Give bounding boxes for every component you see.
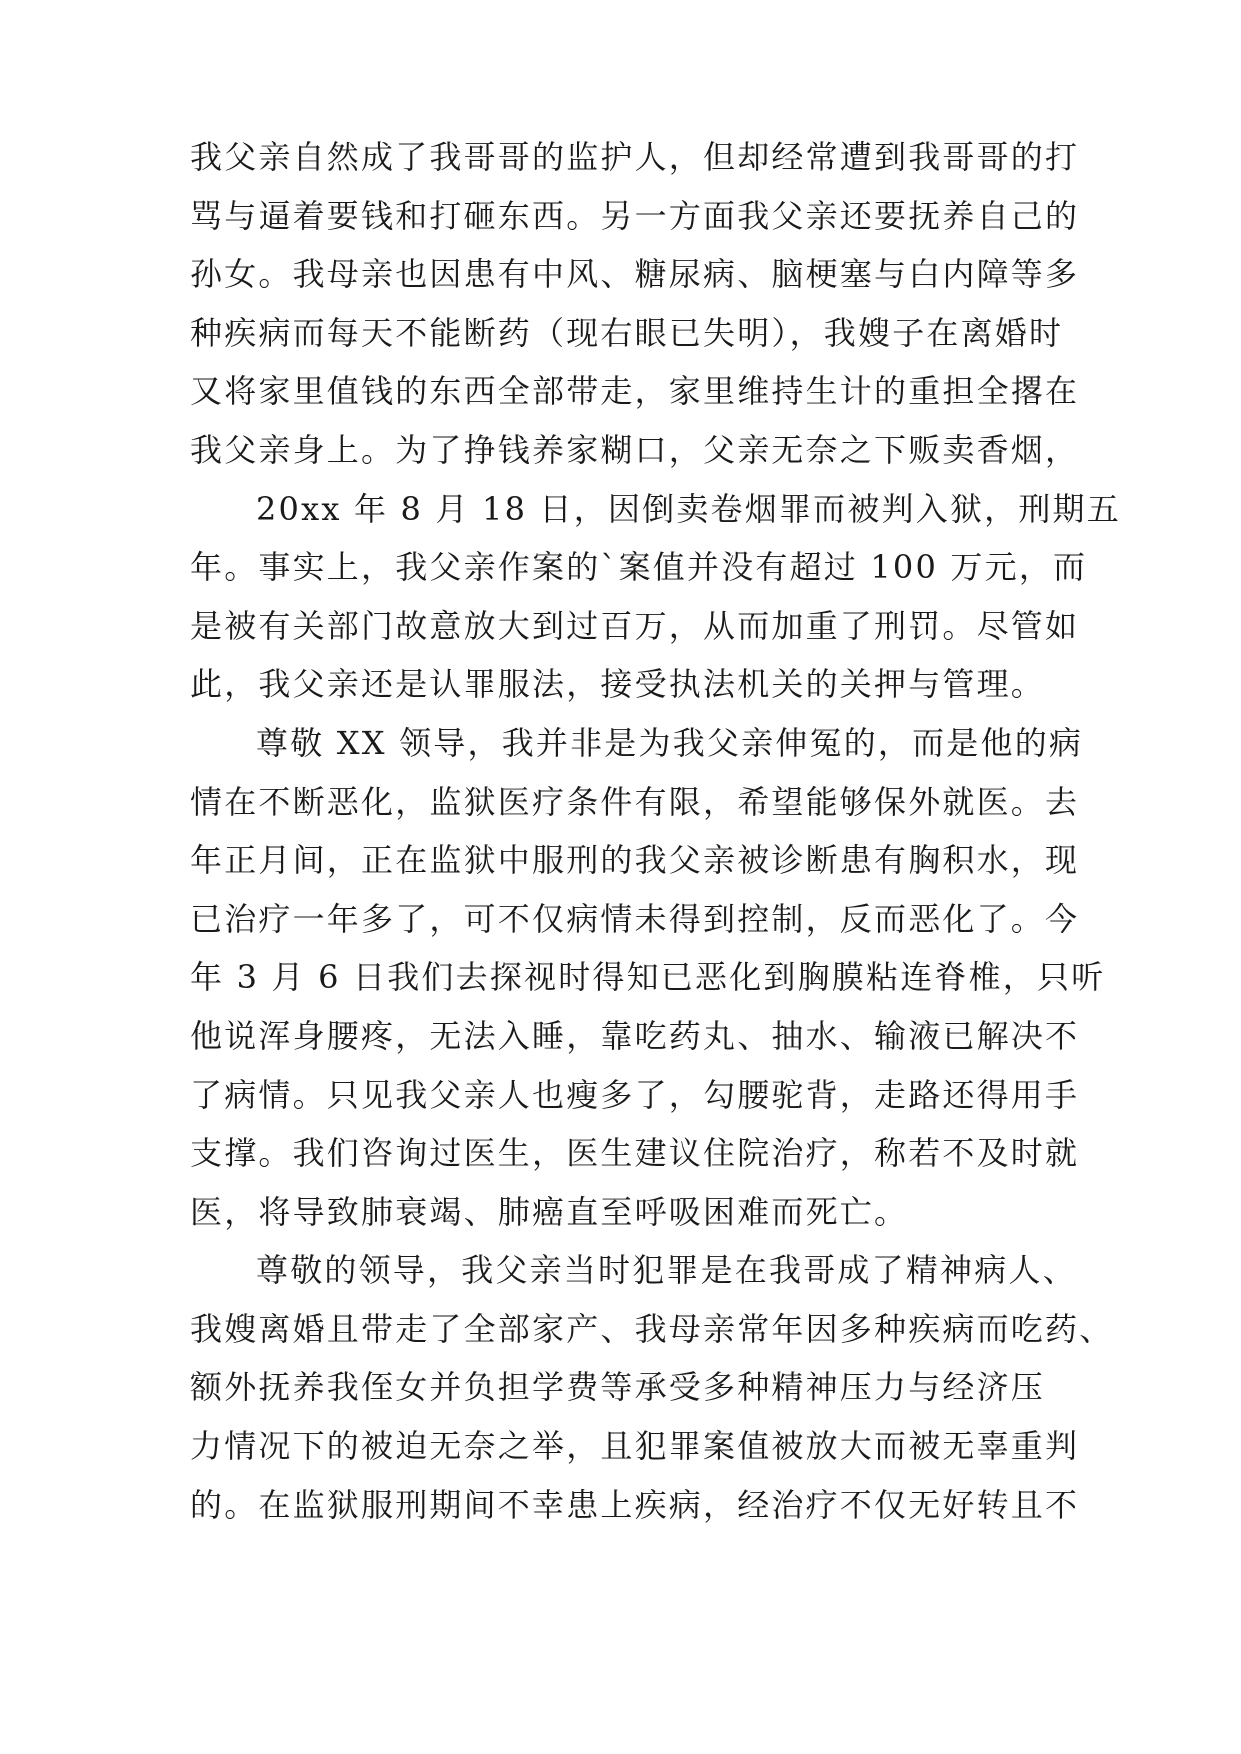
text-line: 了病情。只见我父亲人也瘦多了，勾腰驼背，走路还得用手	[190, 1075, 1080, 1114]
text-line: 情在不断恶化，监狱医疗条件有限，希望能够保外就医。去	[190, 782, 1080, 821]
text-line: 骂与逼着要钱和打砸东西。另一方面我父亲还要抚养自己的	[190, 196, 1080, 235]
text-line: 我父亲身上。为了挣钱养家糊口，父亲无奈之下贩卖香烟，	[190, 430, 1080, 469]
text-line: 的。在监狱服刑期间不幸患上疾病，经治疗不仅无好转且不	[190, 1485, 1080, 1524]
text-line: 力情况下的被迫无奈之举，且犯罪案值被放大而被无辜重判	[190, 1427, 1080, 1466]
text-line: 额外抚养我侄女并负担学费等承受多种精神压力与经济压	[190, 1368, 1046, 1407]
text-line: 孙女。我母亲也因患有中风、糖尿病、脑梗塞与白内障等多	[190, 255, 1080, 294]
text-line: 我嫂离婚且带走了全部家产、我母亲常年因多种疾病而吃药、	[190, 1309, 1114, 1348]
text-line: 医，将导致肺衰竭、肺癌直至呼吸困难而死亡。	[190, 1192, 909, 1231]
text-line: 种疾病而每天不能断药（现右眼已失明），我嫂子在离婚时	[190, 313, 1064, 352]
text-line: 年正月间，正在监狱中服刑的我父亲被诊断患有胸积水，现	[190, 841, 1080, 880]
text-line: 此，我父亲还是认罪服法，接受执法机关的关押与管理。	[190, 665, 1046, 704]
text-line: 年。事实上，我父亲作案的`案值并没有超过 100 万元，而	[190, 548, 1088, 587]
text-line: 已治疗一年多了，可不仅病情未得到控制，反而恶化了。今	[190, 899, 1080, 938]
document-page	[190, 128, 1121, 1534]
text-line: 我父亲自然成了我哥哥的监护人，但却经常遭到我哥哥的打	[190, 138, 1080, 176]
paragraph-first-line: 20xx 年 8 月 18 日，因倒卖卷烟罪而被判入狱，刑期五	[256, 489, 1121, 528]
text-line: 年 3 月 6 日我们去探视时得知已恶化到胸膜粘连脊椎，只听	[190, 958, 1106, 997]
text-line: 又将家里值钱的东西全部带走，家里维持生计的重担全撂在	[190, 372, 1080, 411]
paragraph-first-line: 尊敬 XX 领导，我并非是为我父亲伸冤的，而是他的病	[256, 723, 1084, 762]
text-line: 他说浑身腰疼，无法入睡，靠吃药丸、抽水、输液已解决不	[190, 1016, 1080, 1055]
text-line: 是被有关部门故意放大到过百万，从而加重了刑罚。尽管如	[190, 606, 1080, 645]
paragraph-first-line: 尊敬的领导，我父亲当时犯罪是在我哥成了精神病人、	[256, 1251, 1077, 1290]
text-line: 支撑。我们咨询过医生，医生建议住院治疗，称若不及时就	[190, 1134, 1080, 1173]
